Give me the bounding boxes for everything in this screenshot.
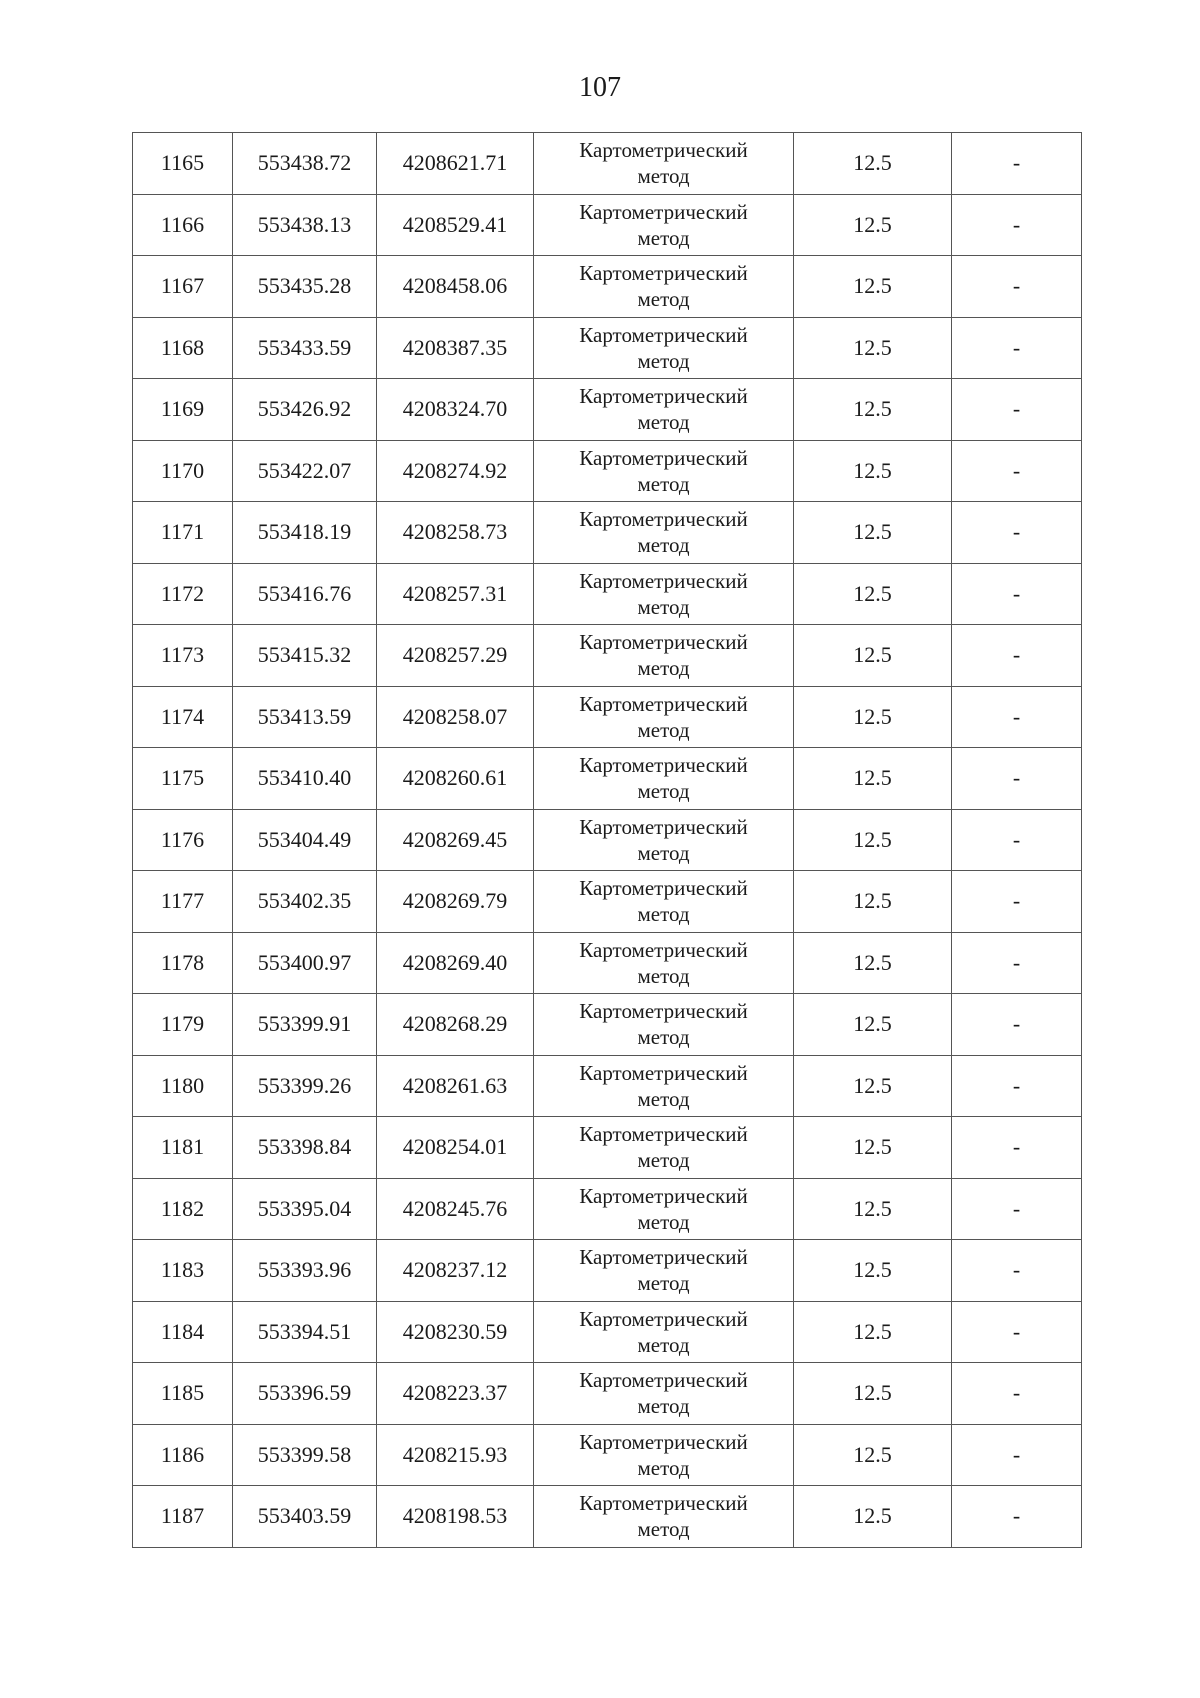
method-line-2: метод xyxy=(637,1394,690,1419)
accuracy-cell: 12.5 xyxy=(794,994,952,1056)
x-coordinate-cell: 553394.51 xyxy=(233,1301,377,1363)
table-row xyxy=(133,317,1082,379)
accuracy-cell: 12.5 xyxy=(794,686,952,748)
x-coordinate-cell: 553410.40 xyxy=(233,748,377,810)
x-coordinate-cell: 553415.32 xyxy=(233,625,377,687)
method-cell xyxy=(534,317,794,379)
accuracy-cell: 12.5 xyxy=(794,563,952,625)
y-coordinate-cell: 4208269.45 xyxy=(377,809,534,871)
point-number-cell: 1166 xyxy=(133,194,233,256)
point-number-cell: 1171 xyxy=(133,502,233,564)
x-coordinate-cell: 553403.59 xyxy=(233,1486,377,1548)
note-cell: - xyxy=(952,194,1082,256)
method-line-1: Картометрический xyxy=(579,937,748,962)
method-line-1: Картометрический xyxy=(579,138,748,163)
x-coordinate-cell: 553399.26 xyxy=(233,1055,377,1117)
method-cell xyxy=(534,994,794,1056)
x-coordinate-cell: 553404.49 xyxy=(233,809,377,871)
point-number-cell: 1184 xyxy=(133,1301,233,1363)
table-row xyxy=(133,748,1082,810)
table-row xyxy=(133,502,1082,564)
accuracy-cell: 12.5 xyxy=(794,1055,952,1117)
point-number-cell: 1173 xyxy=(133,625,233,687)
accuracy-cell: 12.5 xyxy=(794,871,952,933)
method-line-2: метод xyxy=(637,1025,690,1050)
method-cell xyxy=(534,1486,794,1548)
table-row xyxy=(133,1178,1082,1240)
note-cell: - xyxy=(952,871,1082,933)
method-line-1: Картометрический xyxy=(579,445,748,470)
method-line-2: метод xyxy=(637,1086,690,1111)
method-line-2: метод xyxy=(637,348,690,373)
x-coordinate-cell: 553413.59 xyxy=(233,686,377,748)
accuracy-cell: 12.5 xyxy=(794,317,952,379)
y-coordinate-cell: 4208324.70 xyxy=(377,379,534,441)
y-coordinate-cell: 4208261.63 xyxy=(377,1055,534,1117)
method-line-2: метод xyxy=(637,1209,690,1234)
y-coordinate-cell: 4208245.76 xyxy=(377,1178,534,1240)
note-cell: - xyxy=(952,379,1082,441)
note-cell: - xyxy=(952,440,1082,502)
point-number-cell: 1180 xyxy=(133,1055,233,1117)
y-coordinate-cell: 4208258.07 xyxy=(377,686,534,748)
point-number-cell: 1183 xyxy=(133,1240,233,1302)
y-coordinate-cell: 4208458.06 xyxy=(377,256,534,318)
note-cell: - xyxy=(952,748,1082,810)
method-cell xyxy=(534,1117,794,1179)
note-cell: - xyxy=(952,1117,1082,1179)
method-line-1: Картометрический xyxy=(579,630,748,655)
note-cell: - xyxy=(952,563,1082,625)
method-line-2: метод xyxy=(637,594,690,619)
y-coordinate-cell: 4208198.53 xyxy=(377,1486,534,1548)
method-cell xyxy=(534,932,794,994)
accuracy-cell: 12.5 xyxy=(794,440,952,502)
method-cell xyxy=(534,1301,794,1363)
method-cell xyxy=(534,563,794,625)
method-line-2: метод xyxy=(637,656,690,681)
method-line-2: метод xyxy=(637,1455,690,1480)
page-number: 107 xyxy=(579,72,621,103)
y-coordinate-cell: 4208258.73 xyxy=(377,502,534,564)
x-coordinate-cell: 553435.28 xyxy=(233,256,377,318)
x-coordinate-cell: 553402.35 xyxy=(233,871,377,933)
y-coordinate-cell: 4208230.59 xyxy=(377,1301,534,1363)
accuracy-cell: 12.5 xyxy=(794,1486,952,1548)
x-coordinate-cell: 553393.96 xyxy=(233,1240,377,1302)
accuracy-cell: 12.5 xyxy=(794,625,952,687)
method-line-2: метод xyxy=(637,963,690,988)
method-line-2: метод xyxy=(637,287,690,312)
method-line-2: метод xyxy=(637,410,690,435)
method-cell xyxy=(534,133,794,195)
method-line-1: Картометрический xyxy=(579,322,748,347)
point-number-cell: 1178 xyxy=(133,932,233,994)
note-cell: - xyxy=(952,1363,1082,1425)
method-line-1: Картометрический xyxy=(579,753,748,778)
x-coordinate-cell: 553400.97 xyxy=(233,932,377,994)
y-coordinate-cell: 4208257.31 xyxy=(377,563,534,625)
y-coordinate-cell: 4208529.41 xyxy=(377,194,534,256)
x-coordinate-cell: 553438.13 xyxy=(233,194,377,256)
method-cell xyxy=(534,1424,794,1486)
table-row xyxy=(133,379,1082,441)
point-number-cell: 1174 xyxy=(133,686,233,748)
method-line-1: Картометрический xyxy=(579,261,748,286)
accuracy-cell: 12.5 xyxy=(794,256,952,318)
note-cell: - xyxy=(952,625,1082,687)
method-cell xyxy=(534,686,794,748)
table-row xyxy=(133,133,1082,195)
method-line-2: метод xyxy=(637,1271,690,1296)
accuracy-cell: 12.5 xyxy=(794,1301,952,1363)
table-row xyxy=(133,1240,1082,1302)
x-coordinate-cell: 553416.76 xyxy=(233,563,377,625)
accuracy-cell: 12.5 xyxy=(794,133,952,195)
method-line-1: Картометрический xyxy=(579,814,748,839)
y-coordinate-cell: 4208269.79 xyxy=(377,871,534,933)
method-line-1: Картометрический xyxy=(579,507,748,532)
method-cell xyxy=(534,256,794,318)
method-line-2: метод xyxy=(637,164,690,189)
accuracy-cell: 12.5 xyxy=(794,194,952,256)
method-cell xyxy=(534,1363,794,1425)
y-coordinate-cell: 4208269.40 xyxy=(377,932,534,994)
table-row xyxy=(133,994,1082,1056)
table-row xyxy=(133,256,1082,318)
point-number-cell: 1169 xyxy=(133,379,233,441)
note-cell: - xyxy=(952,1178,1082,1240)
y-coordinate-cell: 4208215.93 xyxy=(377,1424,534,1486)
point-number-cell: 1170 xyxy=(133,440,233,502)
point-number-cell: 1187 xyxy=(133,1486,233,1548)
method-line-1: Картометрический xyxy=(579,1183,748,1208)
table-row xyxy=(133,1486,1082,1548)
method-cell xyxy=(534,625,794,687)
method-line-2: метод xyxy=(637,1148,690,1173)
x-coordinate-cell: 553422.07 xyxy=(233,440,377,502)
note-cell: - xyxy=(952,809,1082,871)
point-number-cell: 1172 xyxy=(133,563,233,625)
method-line-2: метод xyxy=(637,471,690,496)
method-line-2: метод xyxy=(637,1332,690,1357)
point-number-cell: 1176 xyxy=(133,809,233,871)
table-row xyxy=(133,440,1082,502)
y-coordinate-cell: 4208274.92 xyxy=(377,440,534,502)
accuracy-cell: 12.5 xyxy=(794,1424,952,1486)
table-row xyxy=(133,809,1082,871)
coordinates-table xyxy=(132,132,1082,1548)
coordinates-table-body xyxy=(133,133,1082,1548)
method-line-1: Картометрический xyxy=(579,568,748,593)
x-coordinate-cell: 553426.92 xyxy=(233,379,377,441)
y-coordinate-cell: 4208268.29 xyxy=(377,994,534,1056)
x-coordinate-cell: 553399.58 xyxy=(233,1424,377,1486)
point-number-cell: 1175 xyxy=(133,748,233,810)
x-coordinate-cell: 553396.59 xyxy=(233,1363,377,1425)
note-cell: - xyxy=(952,1240,1082,1302)
table-row xyxy=(133,686,1082,748)
y-coordinate-cell: 4208621.71 xyxy=(377,133,534,195)
method-line-1: Картометрический xyxy=(579,1429,748,1454)
table-row xyxy=(133,1117,1082,1179)
method-line-1: Картометрический xyxy=(579,1306,748,1331)
x-coordinate-cell: 553433.59 xyxy=(233,317,377,379)
y-coordinate-cell: 4208254.01 xyxy=(377,1117,534,1179)
accuracy-cell: 12.5 xyxy=(794,809,952,871)
accuracy-cell: 12.5 xyxy=(794,379,952,441)
note-cell: - xyxy=(952,1055,1082,1117)
point-number-cell: 1179 xyxy=(133,994,233,1056)
accuracy-cell: 12.5 xyxy=(794,932,952,994)
note-cell: - xyxy=(952,932,1082,994)
method-line-1: Картометрический xyxy=(579,876,748,901)
point-number-cell: 1168 xyxy=(133,317,233,379)
table-row xyxy=(133,1363,1082,1425)
point-number-cell: 1177 xyxy=(133,871,233,933)
note-cell: - xyxy=(952,1424,1082,1486)
note-cell: - xyxy=(952,317,1082,379)
table-row xyxy=(133,932,1082,994)
y-coordinate-cell: 4208257.29 xyxy=(377,625,534,687)
method-cell xyxy=(534,748,794,810)
method-line-1: Картометрический xyxy=(579,691,748,716)
note-cell: - xyxy=(952,686,1082,748)
note-cell: - xyxy=(952,256,1082,318)
table-row xyxy=(133,1301,1082,1363)
accuracy-cell: 12.5 xyxy=(794,502,952,564)
table-row xyxy=(133,1055,1082,1117)
accuracy-cell: 12.5 xyxy=(794,1240,952,1302)
method-line-1: Картометрический xyxy=(579,1060,748,1085)
method-cell xyxy=(534,194,794,256)
table-row xyxy=(133,1424,1082,1486)
method-line-2: метод xyxy=(637,840,690,865)
point-number-cell: 1186 xyxy=(133,1424,233,1486)
point-number-cell: 1185 xyxy=(133,1363,233,1425)
table-row xyxy=(133,871,1082,933)
method-line-1: Картометрический xyxy=(579,1491,748,1516)
note-cell: - xyxy=(952,1301,1082,1363)
x-coordinate-cell: 553418.19 xyxy=(233,502,377,564)
note-cell: - xyxy=(952,133,1082,195)
x-coordinate-cell: 553395.04 xyxy=(233,1178,377,1240)
y-coordinate-cell: 4208387.35 xyxy=(377,317,534,379)
x-coordinate-cell: 553399.91 xyxy=(233,994,377,1056)
method-cell xyxy=(534,1240,794,1302)
method-cell xyxy=(534,809,794,871)
accuracy-cell: 12.5 xyxy=(794,1178,952,1240)
method-line-1: Картометрический xyxy=(579,1122,748,1147)
point-number-cell: 1182 xyxy=(133,1178,233,1240)
note-cell: - xyxy=(952,994,1082,1056)
table-row xyxy=(133,194,1082,256)
method-cell xyxy=(534,1055,794,1117)
point-number-cell: 1167 xyxy=(133,256,233,318)
method-cell xyxy=(534,871,794,933)
note-cell: - xyxy=(952,1486,1082,1548)
method-cell xyxy=(534,502,794,564)
note-cell: - xyxy=(952,502,1082,564)
table-row xyxy=(133,625,1082,687)
method-line-2: метод xyxy=(637,779,690,804)
method-cell xyxy=(534,440,794,502)
y-coordinate-cell: 4208223.37 xyxy=(377,1363,534,1425)
table-row xyxy=(133,563,1082,625)
x-coordinate-cell: 553438.72 xyxy=(233,133,377,195)
accuracy-cell: 12.5 xyxy=(794,748,952,810)
point-number-cell: 1165 xyxy=(133,133,233,195)
method-cell xyxy=(534,379,794,441)
y-coordinate-cell: 4208260.61 xyxy=(377,748,534,810)
accuracy-cell: 12.5 xyxy=(794,1363,952,1425)
method-line-1: Картометрический xyxy=(579,1368,748,1393)
x-coordinate-cell: 553398.84 xyxy=(233,1117,377,1179)
method-line-1: Картометрический xyxy=(579,384,748,409)
method-line-1: Картометрический xyxy=(579,1245,748,1270)
method-line-2: метод xyxy=(637,902,690,927)
method-line-2: метод xyxy=(637,533,690,558)
method-line-1: Картометрический xyxy=(579,199,748,224)
y-coordinate-cell: 4208237.12 xyxy=(377,1240,534,1302)
method-line-2: метод xyxy=(637,1517,690,1542)
point-number-cell: 1181 xyxy=(133,1117,233,1179)
method-line-2: метод xyxy=(637,717,690,742)
method-line-2: метод xyxy=(637,225,690,250)
method-cell xyxy=(534,1178,794,1240)
accuracy-cell: 12.5 xyxy=(794,1117,952,1179)
method-line-1: Картометрический xyxy=(579,999,748,1024)
